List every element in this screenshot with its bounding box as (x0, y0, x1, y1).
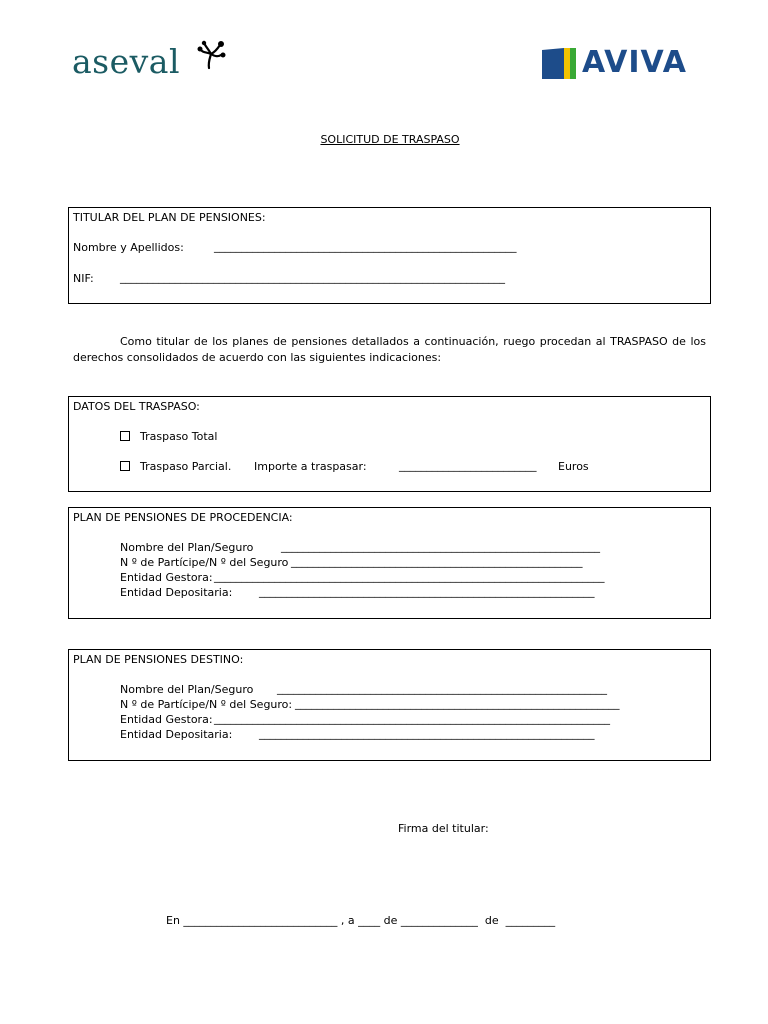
day-field[interactable]: ____ (358, 914, 381, 927)
procedencia-participe-field[interactable]: _____________________________________________________ (291, 555, 583, 568)
procedencia-heading: PLAN DE PENSIONES DE PROCEDENCIA: (73, 511, 293, 524)
traspaso-total-checkbox[interactable] (120, 431, 130, 441)
name-field[interactable]: _______________________________________________________ (214, 240, 517, 253)
traspaso-parcial-label: Traspaso Parcial. (140, 460, 232, 473)
destino-gestora-field[interactable]: ________________________________________________________________________ (214, 712, 610, 725)
destino-plan-field[interactable]: ____________________________________________________________ (277, 682, 607, 695)
page-title: SOLICITUD DE TRASPASO (320, 133, 460, 146)
traspaso-parcial-checkbox[interactable] (120, 461, 130, 471)
name-label: Nombre y Apellidos: (73, 241, 184, 254)
traspaso-total-option[interactable] (120, 430, 217, 444)
month-field[interactable]: ______________ (400, 914, 478, 927)
traspaso-section (68, 396, 711, 492)
aseval-logo (72, 40, 232, 86)
destino-gestora-label: Entidad Gestora: (120, 713, 213, 726)
place-field[interactable]: ____________________________ (183, 914, 338, 927)
destino-participe-label: N º de Partícipe/N º del Seguro: (120, 698, 293, 711)
importe-label: Importe a traspasar: (254, 460, 367, 473)
destino-plan-label: Nombre del Plan/Seguro (120, 683, 254, 696)
traspaso-parcial-option[interactable] (120, 460, 231, 474)
destino-depositaria-label: Entidad Depositaria: (120, 728, 233, 741)
importe-field[interactable]: _________________________ (399, 459, 537, 472)
de-label-1: de (383, 914, 398, 927)
aviva-logo (540, 46, 706, 82)
aseval-figure-icon (196, 40, 228, 70)
traspaso-heading: DATOS DEL TRASPASO: (73, 400, 200, 413)
procedencia-plan-field[interactable]: __________________________________________________________ (281, 540, 600, 553)
place-date-line (166, 914, 555, 928)
procedencia-depositaria-field[interactable]: _____________________________________________________________ (259, 585, 595, 598)
de-label-2: de (484, 914, 499, 927)
destino-depositaria-field[interactable]: _____________________________________________________________ (259, 727, 595, 740)
en-label: En (166, 914, 180, 927)
procedencia-gestora-field[interactable]: _______________________________________________________________________ (214, 570, 605, 583)
procedencia-depositaria-label: Entidad Depositaria: (120, 586, 233, 599)
nif-field[interactable]: ______________________________________________________________________ (120, 271, 505, 284)
currency-label: Euros (558, 460, 589, 473)
procedencia-participe-label: N º de Partícipe/N º del Seguro (120, 556, 289, 569)
year-field[interactable]: _________ (505, 914, 556, 927)
signature-label: Firma del titular: (398, 822, 489, 835)
destino-section (68, 649, 711, 761)
titular-heading: TITULAR DEL PLAN DE PENSIONES: (73, 211, 266, 224)
destino-heading: PLAN DE PENSIONES DESTINO: (73, 653, 244, 666)
procedencia-section (68, 507, 711, 619)
procedencia-plan-label: Nombre del Plan/Seguro (120, 541, 254, 554)
a-label: , a (340, 914, 355, 927)
destino-participe-field[interactable]: ___________________________________________________________ (295, 697, 620, 710)
procedencia-gestora-label: Entidad Gestora: (120, 571, 213, 584)
titular-section (68, 207, 711, 304)
nif-label: NIF: (73, 272, 94, 285)
traspaso-total-label: Traspaso Total (140, 430, 218, 443)
aviva-flag-icon (542, 48, 576, 79)
aseval-logo-text: aseval (72, 42, 181, 81)
intro-paragraph: Como titular de los planes de pensiones detallados a continuación, ruego procedan al TRASPASO de los derechos consolidados de acuerdo con las siguientes indicaciones: (73, 335, 706, 364)
aviva-logo-text: AVIVA (582, 45, 687, 80)
